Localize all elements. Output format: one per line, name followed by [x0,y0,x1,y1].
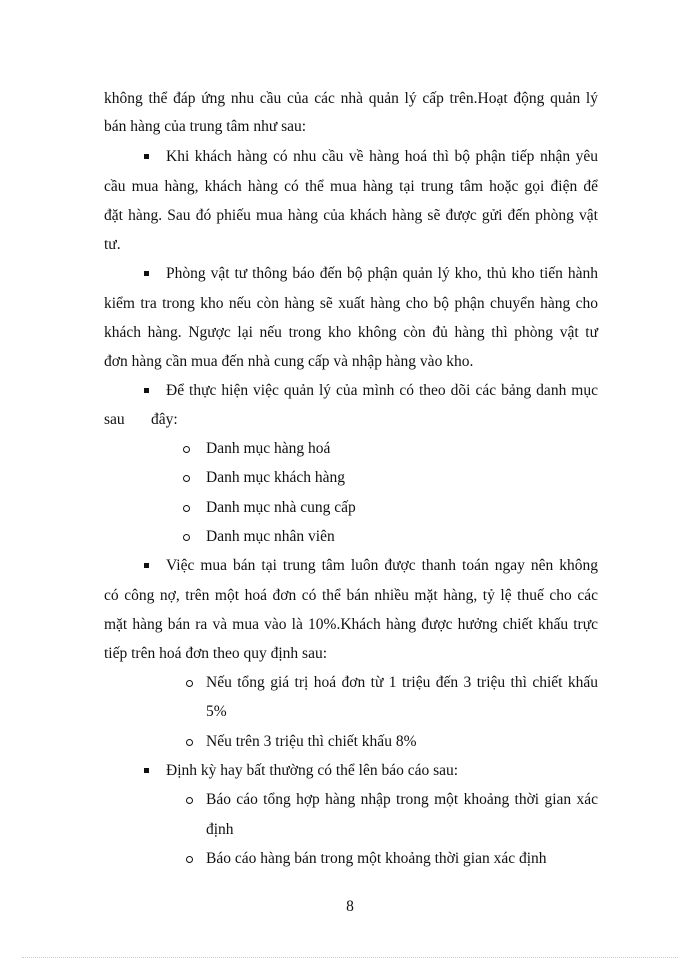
square-bullet-icon [144,388,149,393]
list-item: Báo cáo tổng hợp hàng nhập trong một khoảng thời gian xác [206,791,598,808]
circle-bullet-icon [183,505,190,512]
bullet-line: kiểm tra trong kho nếu còn hàng sẽ xuất hàng cho bộ phận chuyển hàng cho [104,295,598,312]
bullet-line: Khi khách hàng có nhu cầu về hàng hoá thì bộ phận tiếp nhận yêu [166,148,598,165]
bullet-line: có công nợ, trên một hoá đơn có thể bán nhiều mặt hàng, tỷ lệ thuế cho các [104,587,598,604]
bullet-line: đơn hàng cần mua đến nhà cung cấp và nhập hàng vào kho. [104,353,474,370]
circle-bullet-icon [186,739,193,746]
list-item: định [206,821,234,838]
page-bottom-border [22,957,678,958]
list-item: Danh mục nhà cung cấp [206,499,356,516]
bullet-line: cầu mua hàng, khách hàng có thể mua hàng tại trung tâm hoặc gọi điện để [104,178,598,195]
bullet-line: tư. [104,236,121,253]
list-item: Danh mục hàng hoá [206,440,331,457]
circle-bullet-icon [183,475,190,482]
square-bullet-icon [144,768,149,773]
bullet-line: Định kỳ hay bất thường có thể lên báo cáo sau: [166,762,459,779]
circle-bullet-icon [183,534,190,541]
bullet-line: tiếp trên hoá đơn theo quy định sau: [104,645,328,662]
square-bullet-icon [144,271,149,276]
list-item: Danh mục khách hàng [206,469,346,486]
bullet-line: Phòng vật tư thông báo đến bộ phận quản lý kho, thủ kho tiến hành [166,265,598,282]
square-bullet-icon [144,563,149,568]
bullet-line: mặt hàng bán ra và mua vào là 10%.Khách hàng được hưởng chiết khấu trực [104,616,598,633]
list-item: Danh mục nhân viên [206,528,335,545]
bullet-line: Việc mua bán tại trung tâm luôn được thanh toán ngay nên không [166,557,598,574]
list-item: Nếu tổng giá trị hoá đơn từ 1 triệu đến 3 triệu thì chiết khấu [206,674,598,691]
bullet-line: khách hàng. Ngược lại nếu trong kho không còn đủ hàng thì phòng vật tư [104,324,598,341]
bullet-line: sau [104,411,125,428]
circle-bullet-icon [186,856,193,863]
list-item: 5% [206,703,227,720]
list-item: Báo cáo hàng bán trong một khoảng thời gian xác định [206,850,547,867]
bullet-line: Để thực hiện việc quản lý của mình có theo dõi các bảng danh mục [166,382,598,399]
bullet-line: đây: [151,411,178,428]
bullet-line: đặt hàng. Sau đó phiếu mua hàng của khách hàng sẽ được gửi đến phòng vật [104,207,598,224]
page-number: 8 [346,898,354,915]
circle-bullet-icon [183,446,190,453]
paragraph-line: không thể đáp ứng nhu cầu của các nhà quản lý cấp trên.Hoạt động quản lý [104,90,598,107]
square-bullet-icon [144,154,149,159]
paragraph-line: bán hàng của trung tâm như sau: [104,118,307,135]
list-item: Nếu trên 3 triệu thì chiết khấu 8% [206,733,417,750]
circle-bullet-icon [186,680,193,687]
circle-bullet-icon [186,797,193,804]
